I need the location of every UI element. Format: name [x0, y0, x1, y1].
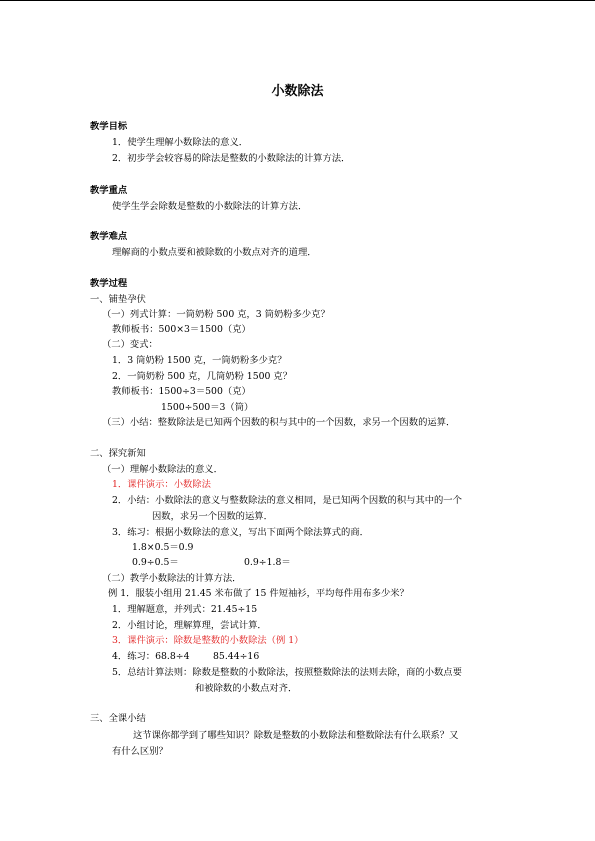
courseware-demo: 1．课件演示：小数除法	[112, 479, 211, 490]
key-point-text: 使学生学会除数是整数的小数除法的计算方法．	[112, 201, 308, 212]
part1-question: 1．3 筒奶粉 1500 克，一筒奶粉多少克？	[112, 355, 287, 366]
objective-item: 2．初步学会较容易的除法是整数的小数除法的计算方法．	[112, 153, 351, 164]
equation: 0.9÷1.8＝	[244, 557, 291, 568]
difficulty-text: 理解商的小数点要和被除数的小数点对齐的道理．	[112, 247, 317, 258]
part1-step2: （二）变式：	[102, 339, 158, 350]
part2-item: 1．理解题意，并列式：21.45÷15	[112, 604, 258, 615]
part2-item: 2．小组讨论，理解算理，尝试计算．	[112, 620, 267, 631]
part3-title: 三、全课小结	[90, 713, 146, 724]
key-point-heading: 教学重点	[90, 185, 128, 196]
part2-section: （一）理解小数除法的意义．	[102, 464, 223, 475]
process-heading: 教学过程	[90, 278, 128, 289]
part2-item-cont: 和被除数的小数点对齐．	[195, 683, 298, 694]
part2-title: 二、探究新知	[90, 448, 146, 459]
top-rule	[0, 0, 595, 1]
part2-item-cont: 因数，求另一个因数的运算．	[152, 511, 273, 522]
page-title: 小数除法	[271, 84, 324, 99]
equation: 0.9÷0.5＝	[132, 557, 179, 568]
part2-section: （二）教学小数除法的计算方法．	[102, 573, 242, 584]
part1-question: 2．一筒奶粉 500 克，几筒奶粉 1500 克？	[112, 371, 293, 382]
part3-text: 有什么区别？	[112, 746, 168, 757]
part2-item: 85.44÷16	[213, 651, 260, 662]
part2-item: 5．总结计算法则：除数是整数的小数除法，按照整数除法的法则去除，商的小数点要	[112, 667, 462, 678]
equation: 1.8×0.5＝0.9	[132, 542, 194, 553]
part2-item: 3．练习：根据小数除法的意义，写出下面两个除法算式的商．	[112, 527, 369, 538]
part1-title: 一、铺垫孕伏	[90, 294, 146, 305]
part1-summary: （三）小结：整数除法是已知两个因数的积与其中的一个因数，求另一个因数的运算．	[102, 417, 456, 428]
part2-item: 2．小结：小数除法的意义与整数除法的意义相同，是已知两个因数的积与其中的一个	[112, 495, 462, 506]
objective-item: 1．使学生理解小数除法的意义．	[112, 137, 249, 148]
part2-item: 4．练习：68.8÷4	[112, 651, 190, 662]
example: 例 1．服装小组用 21.45 米布做了 15 件短袖衫，平均每件用布多少米？	[108, 588, 409, 599]
part1-board: 教师板书：1500÷3＝500（克）	[112, 386, 251, 397]
objectives-heading: 教学目标	[90, 121, 128, 132]
part1-board: 教师板书：500×3＝1500（克）	[112, 324, 251, 335]
part3-text: 这节课你都学到了哪些知识？除数是整数的小数除法和整数除法有什么联系？又	[133, 730, 459, 741]
difficulty-heading: 教学难点	[90, 231, 128, 242]
part1-board: 1500÷500＝3（筒）	[161, 402, 254, 413]
part1-step1: （一）列式计算：一筒奶粉 500 克，3 筒奶粉多少克？	[102, 309, 330, 320]
courseware-demo: 3．课件演示：除数是整数的小数除法（例 1）	[112, 635, 304, 646]
